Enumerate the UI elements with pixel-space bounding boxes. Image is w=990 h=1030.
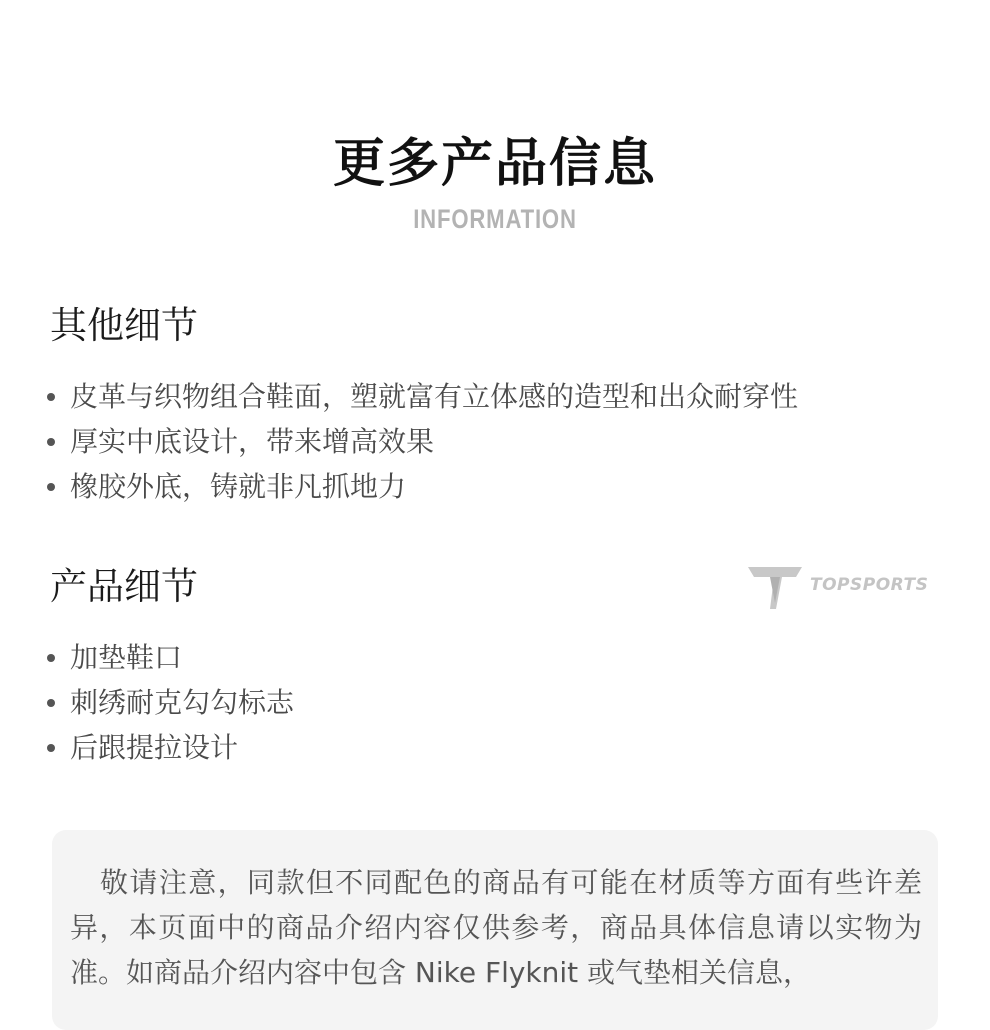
other-details-section xyxy=(50,300,930,509)
page-title: 更多产品信息 xyxy=(332,134,657,194)
watermark-text: TOPSPORTS xyxy=(810,575,929,595)
product-details-title: 产品细节 xyxy=(50,565,198,608)
notice-text: 敬请注意，同款但不同配色的商品有可能在材质等方面有些许差异，本页面中的商品介绍内容仅供参考，商品具体信息请以实物为准。如商品介绍内容中包含 Nike Flyknit 或气垫相关信息， xyxy=(70,866,922,989)
list-item: 刺绣耐克勾勾标志 xyxy=(50,680,930,725)
notice-box xyxy=(52,830,938,1030)
list-item: 后跟提拉设计 xyxy=(50,725,930,770)
other-details-list xyxy=(50,374,930,509)
other-details-title: 其他细节 xyxy=(50,304,198,347)
product-details-list xyxy=(50,635,930,770)
page-header xyxy=(0,128,990,236)
topsports-watermark xyxy=(746,563,936,613)
page-subtitle: INFORMATION xyxy=(413,204,577,234)
list-item: 皮革与织物组合鞋面，塑就富有立体感的造型和出众耐穿性 xyxy=(50,374,930,419)
list-item: 厚实中底设计，带来增高效果 xyxy=(50,419,930,464)
list-item: 加垫鞋口 xyxy=(50,635,930,680)
topsports-logo-icon xyxy=(746,563,806,613)
list-item: 橡胶外底，铸就非凡抓地力 xyxy=(50,464,930,509)
